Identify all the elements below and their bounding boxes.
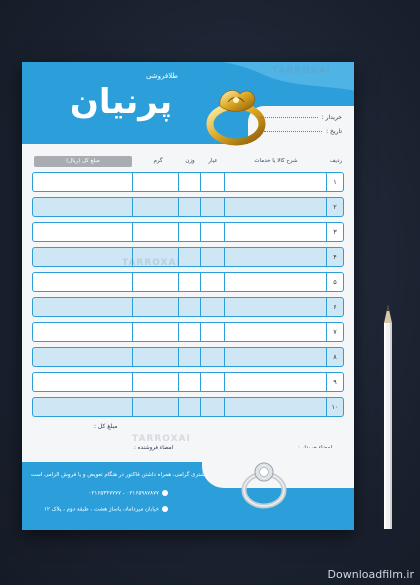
- col-karat: عیار: [208, 158, 218, 164]
- brand-subtitle: طلافروشی: [145, 72, 178, 80]
- table-header: [32, 156, 344, 167]
- footer-address: خیابان میرداماد، پاساژ هشت ، طبقه دوم ، پلاک ۱۲: [44, 506, 168, 513]
- row-number: ۵: [326, 273, 343, 291]
- row-number: ۱: [326, 173, 343, 191]
- watermark: TARROXAI: [122, 258, 181, 268]
- table-row[interactable]: [32, 347, 344, 367]
- buyer-field[interactable]: [260, 114, 342, 121]
- table-row[interactable]: [32, 172, 344, 192]
- row-number: ۳: [326, 223, 343, 241]
- table-row[interactable]: [32, 297, 344, 317]
- date-field[interactable]: [264, 128, 342, 135]
- table-row[interactable]: [32, 272, 344, 292]
- phone-icon: [162, 490, 168, 496]
- brand-logo: [56, 70, 186, 130]
- watermark: TARROXAI: [272, 66, 331, 76]
- row-number: ۴: [326, 248, 343, 266]
- row-number: ۱۰: [326, 398, 343, 416]
- table-row[interactable]: [32, 222, 344, 242]
- col-row-number: ردیف: [329, 158, 343, 164]
- table-row[interactable]: [32, 197, 344, 217]
- total-amount-field[interactable]: [94, 423, 117, 430]
- row-number: ۷: [326, 323, 343, 341]
- row-number: ۹: [326, 373, 343, 391]
- col-gram: گرم: [153, 158, 163, 164]
- table-row[interactable]: [32, 247, 344, 267]
- col-description: شرح کالا یا خدمات: [254, 158, 298, 164]
- invoice-sheet: [22, 62, 354, 530]
- total-label: مبلغ کل :: [94, 423, 118, 430]
- row-number: ۶: [326, 298, 343, 316]
- seller-signature: امضاء فروشنده :: [134, 445, 174, 451]
- footer-phones: ۰۲۱۶۵۹۸۷۸۷۷ - ۰۲۱۶۵۳۴۷۷۷۷: [89, 490, 168, 497]
- pencil-image: [382, 305, 394, 535]
- brand-name: پرنیان: [69, 82, 173, 122]
- col-total-amount: مبلغ کل (ریال): [34, 156, 132, 167]
- diamond-ring-image: [236, 454, 292, 512]
- table-row[interactable]: [32, 322, 344, 342]
- table-row[interactable]: [32, 372, 344, 392]
- site-caption: Downloadfilm.ir: [327, 568, 414, 581]
- col-weight: وزن: [185, 158, 195, 164]
- table-row[interactable]: [32, 397, 344, 417]
- buyer-label: خریدار :: [321, 114, 342, 121]
- watermark: TARROXAI: [132, 434, 191, 444]
- row-number: ۸: [326, 348, 343, 366]
- row-number: ۲: [326, 198, 343, 216]
- footer-note: مشتری گرامی، همراه داشتن فاکتور در هنگام تعویض و یا فروش الزامی است: [30, 472, 208, 478]
- date-label: تاریخ :: [326, 128, 342, 135]
- location-icon: [162, 506, 168, 512]
